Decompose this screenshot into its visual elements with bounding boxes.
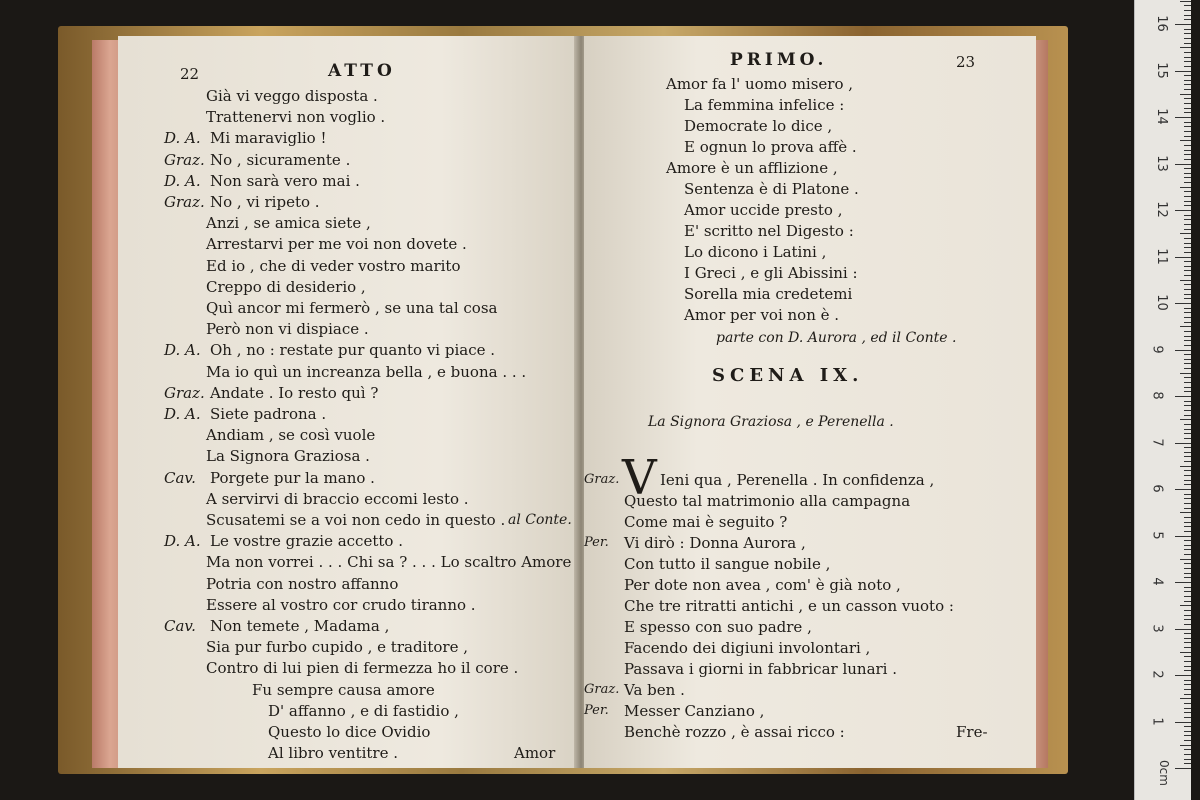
verse-line: Siete padrona . — [210, 405, 327, 423]
dialogue-line: Con tutto il sangue nobile , — [624, 555, 831, 573]
ruler-tick — [1184, 638, 1191, 639]
ruler-tick — [1184, 470, 1191, 471]
verse-line: Quì ancor mi fermerò , se una tal cosa — [206, 299, 498, 317]
dialogue-line: Come mai è seguito ? — [624, 513, 788, 531]
verse-line: Sorella mia credetemi — [684, 285, 853, 303]
ruler-tick — [1184, 447, 1191, 448]
ruler-tick — [1184, 703, 1191, 704]
verse-line: Però non vi dispiace . — [206, 320, 369, 339]
ruler-tick — [1184, 401, 1191, 402]
running-header-right: PRIMO. — [730, 50, 828, 70]
ruler-tick — [1175, 443, 1191, 444]
ruler-tick — [1184, 735, 1191, 736]
ruler-tick — [1184, 405, 1191, 406]
dialogue-line: Questo tal matrimonio alla campagna — [624, 492, 911, 510]
ruler-tick — [1184, 205, 1191, 206]
ruler-tick — [1184, 596, 1191, 597]
ruler-tick — [1184, 19, 1191, 20]
verse-line: La Signora Graziosa . — [206, 447, 370, 466]
ruler-unit-label: 0cm — [1156, 760, 1171, 786]
ruler-number: 5 — [1149, 530, 1165, 540]
ruler-tick — [1175, 24, 1191, 25]
ruler-tick — [1180, 373, 1191, 374]
verse-line: Lo dicono i Latini , — [684, 243, 827, 261]
verse-line: Ma non vorrei . . . Chi sa ? . . . Lo scaltro Amore — [206, 553, 572, 572]
ruler-tick — [1184, 717, 1191, 718]
verse-line: Amore è un afflizione , — [666, 159, 838, 177]
ruler-number: 14 — [1153, 108, 1169, 125]
verse-line: Fu sempre causa amore — [252, 680, 435, 699]
ruler-number: 3 — [1149, 623, 1165, 633]
ruler-tick — [1184, 377, 1191, 378]
ruler-tick — [1184, 224, 1191, 225]
speaker-label: Cav. — [164, 468, 196, 487]
ruler-tick — [1184, 619, 1191, 620]
verse-line: E' scritto nel Digesto : — [684, 222, 854, 240]
measurement-ruler — [1134, 0, 1191, 800]
ruler-tick — [1184, 656, 1191, 657]
ruler-tick — [1184, 759, 1191, 760]
ruler-tick — [1184, 456, 1191, 457]
ruler-tick — [1184, 610, 1191, 611]
verse-line: E ognun lo prova affè . — [684, 138, 857, 156]
ruler-tick — [1184, 312, 1191, 313]
ruler-tick — [1184, 131, 1191, 132]
ruler-tick — [1175, 629, 1191, 630]
ruler-tick — [1184, 763, 1191, 764]
scene-characters: La Signora Graziosa , e Perenella . — [648, 414, 894, 430]
ruler-tick — [1184, 601, 1191, 602]
ruler-tick — [1175, 257, 1191, 258]
ruler-tick — [1184, 61, 1191, 62]
ruler-tick — [1184, 284, 1191, 285]
ruler-tick — [1175, 675, 1191, 676]
ruler-number: 9 — [1149, 344, 1165, 354]
ruler-number: 11 — [1153, 247, 1169, 265]
verse-line: Andate . Io resto quì ? — [210, 383, 379, 402]
running-header-left: ATTO — [328, 61, 396, 81]
ruler-tick — [1184, 382, 1191, 383]
right-page — [584, 36, 1036, 768]
verse-line: I Greci , e gli Abissini : — [684, 264, 858, 282]
ruler-tick — [1184, 201, 1191, 202]
ruler-number: 12 — [1153, 201, 1169, 218]
verse-line: Amor per voi non è . — [684, 306, 840, 324]
ruler-tick — [1184, 215, 1191, 216]
dialogue-line: Facendo dei digiuni involontari , — [624, 639, 871, 657]
ruler-tick — [1175, 164, 1191, 165]
verse-line: Sentenza è di Platone . — [684, 180, 859, 198]
verse-line: Questo lo dice Ovidio — [268, 723, 431, 741]
ruler-number: 2 — [1149, 670, 1165, 679]
ruler-tick — [1180, 419, 1191, 420]
ruler-tick — [1184, 438, 1191, 439]
ruler-tick — [1184, 670, 1191, 671]
ruler-tick — [1184, 531, 1191, 532]
ruler-tick — [1180, 47, 1191, 48]
verse-line: Trattenervi non voglio . — [206, 108, 386, 127]
verse-line: Sia pur furbo cupido , e traditore , — [206, 638, 468, 657]
speaker-label: Graz. — [584, 472, 620, 487]
ruler-tick — [1184, 150, 1191, 151]
verse-line: No , vi ripeto . — [210, 193, 320, 211]
ruler-tick — [1180, 512, 1191, 513]
verse-line: No , sicuramente . — [210, 150, 351, 169]
ruler-tick — [1180, 698, 1191, 699]
ruler-tick — [1180, 605, 1191, 606]
dialogue-line: Ieni qua , Perenella . In confidenza , — [660, 471, 935, 489]
ruler-tick — [1184, 587, 1191, 588]
ruler-tick — [1184, 80, 1191, 81]
ruler-tick — [1184, 424, 1191, 425]
speaker-label: Cav. — [164, 617, 196, 635]
speaker-label: Per. — [584, 535, 609, 550]
ruler-tick — [1184, 270, 1191, 271]
verse-line: Anzi , se amica siete , — [206, 214, 371, 233]
ruler-tick — [1184, 749, 1191, 750]
ruler-tick — [1180, 1, 1191, 2]
left-page — [118, 36, 580, 768]
verse-line: Contro di lui pien di fermezza ho il core . — [206, 659, 519, 678]
ruler-tick — [1184, 498, 1191, 499]
ruler-tick — [1184, 298, 1191, 299]
ruler-tick — [1184, 112, 1191, 113]
ruler-tick — [1184, 57, 1191, 58]
ruler-tick — [1180, 652, 1191, 653]
ruler-tick — [1180, 187, 1191, 188]
ruler-tick — [1175, 396, 1191, 397]
ruler-tick — [1184, 289, 1191, 290]
ruler-tick — [1184, 410, 1191, 411]
verse-line: Creppo di desiderio , — [206, 277, 366, 296]
ruler-tick — [1184, 522, 1191, 523]
ruler-tick — [1184, 484, 1191, 485]
verse-line: Non temete , Madama , — [210, 617, 390, 635]
ruler-number: 1 — [1149, 716, 1165, 726]
ruler-tick — [1184, 577, 1191, 578]
ruler-tick — [1184, 154, 1191, 155]
ruler-tick — [1184, 261, 1191, 262]
ruler-tick — [1184, 591, 1191, 592]
ruler-tick — [1175, 582, 1191, 583]
catchword: Amor — [514, 744, 556, 763]
ruler-tick — [1184, 98, 1191, 99]
verse-line: Già vi veggo disposta . — [206, 87, 378, 105]
verse-line: Essere al vostro cor crudo tiranno . — [206, 595, 476, 614]
dialogue-line: E spesso con suo padre , — [624, 618, 812, 636]
ruler-tick — [1175, 722, 1191, 723]
ruler-tick — [1184, 340, 1191, 341]
dialogue-line: Per dote non avea , com' è già noto , — [624, 576, 901, 594]
ruler-tick — [1184, 15, 1191, 16]
ruler-tick — [1184, 108, 1191, 109]
verse-line: Porgete pur la mano . — [210, 468, 375, 487]
ruler-tick — [1180, 466, 1191, 467]
ruler-tick — [1184, 182, 1191, 183]
stage-direction: al Conte. — [508, 512, 572, 528]
verse-line: Oh , no : restate pur quanto vi piace . — [210, 341, 496, 360]
ruler-number: 8 — [1149, 391, 1165, 400]
ruler-tick — [1184, 322, 1191, 323]
ruler-tick — [1184, 712, 1191, 713]
speaker-label: D. A. — [164, 532, 201, 551]
ruler-tick — [1175, 117, 1191, 118]
ruler-tick — [1175, 303, 1191, 304]
ruler-tick — [1184, 266, 1191, 267]
ruler-tick — [1184, 726, 1191, 727]
ruler-tick — [1184, 229, 1191, 230]
ruler-tick — [1184, 345, 1191, 346]
verse-line: Ma io quì un increanza bella , e buona . . . — [206, 362, 527, 381]
ruler-number: 6 — [1149, 484, 1165, 493]
ruler-tick — [1184, 689, 1191, 690]
ruler-tick — [1184, 275, 1191, 276]
ruler-tick — [1184, 624, 1191, 625]
ruler-tick — [1184, 694, 1191, 695]
drop-capital: V — [622, 450, 657, 506]
ruler-tick — [1184, 526, 1191, 527]
ruler-tick — [1180, 280, 1191, 281]
ruler-tick — [1180, 94, 1191, 95]
ruler-tick — [1184, 5, 1191, 6]
ruler-tick — [1184, 475, 1191, 476]
speaker-label: D. A. — [164, 341, 201, 360]
verse-line: Potria con nostro affanno — [206, 574, 399, 593]
ruler-tick — [1184, 615, 1191, 616]
ruler-tick — [1184, 740, 1191, 741]
ruler-tick — [1180, 745, 1191, 746]
ruler-tick — [1184, 545, 1191, 546]
ruler-tick — [1175, 350, 1191, 351]
ruler-tick — [1184, 75, 1191, 76]
verse-line: D' affanno , e di fastidio , — [268, 701, 459, 720]
verse-line: Scusatemi se a voi non cedo in questo . — [206, 511, 506, 529]
ruler-tick — [1184, 136, 1191, 137]
ruler-tick — [1184, 238, 1191, 239]
dialogue-line: Va ben . — [624, 681, 685, 699]
verse-line: Ed io , che di veder vostro marito — [206, 256, 461, 275]
verse-line: La femmina infelice : — [684, 96, 845, 114]
speaker-label: Graz. — [584, 682, 620, 697]
ruler-tick — [1175, 768, 1191, 769]
ruler-tick — [1184, 549, 1191, 550]
ruler-tick — [1184, 252, 1191, 253]
verse-line: Amor fa l' uomo misero , — [666, 75, 854, 93]
speaker-label: D. A. — [164, 405, 201, 423]
ruler-tick — [1184, 359, 1191, 360]
ruler-tick — [1180, 559, 1191, 560]
ruler-tick — [1184, 568, 1191, 569]
ruler-tick — [1184, 317, 1191, 318]
ruler-tick — [1184, 177, 1191, 178]
ruler-tick — [1184, 38, 1191, 39]
verse-line: Arrestarvi per me voi non dovete . — [206, 235, 467, 254]
ruler-tick — [1184, 540, 1191, 541]
verse-line: Amor uccide presto , — [684, 201, 843, 219]
ruler-tick — [1184, 503, 1191, 504]
ruler-number: 15 — [1153, 61, 1169, 79]
catchword: Fre- — [956, 723, 988, 741]
dialogue-line: Benchè rozzo , è assai ricco : — [624, 723, 845, 741]
speaker-label: Graz. — [164, 383, 205, 402]
speaker-label: Graz. — [164, 150, 205, 169]
ruler-tick — [1184, 731, 1191, 732]
ruler-tick — [1184, 391, 1191, 392]
ruler-tick — [1184, 573, 1191, 574]
ruler-tick — [1184, 126, 1191, 127]
ruler-tick — [1184, 103, 1191, 104]
stage-direction-exit: parte con D. Aurora , ed il Conte . — [716, 330, 957, 346]
ruler-tick — [1184, 29, 1191, 30]
ruler-tick — [1184, 145, 1191, 146]
ruler-tick — [1184, 684, 1191, 685]
scene-title: SCENA IX. — [712, 365, 864, 386]
ruler-tick — [1184, 387, 1191, 388]
ruler-tick — [1180, 326, 1191, 327]
ruler-tick — [1184, 122, 1191, 123]
ruler-tick — [1184, 429, 1191, 430]
ruler-tick — [1184, 219, 1191, 220]
ruler-tick — [1184, 196, 1191, 197]
ruler-tick — [1184, 294, 1191, 295]
ruler-tick — [1184, 708, 1191, 709]
ruler-number: 4 — [1149, 577, 1165, 586]
verse-line: Non sarà vero mai . — [210, 171, 360, 190]
ruler-tick — [1184, 191, 1191, 192]
ruler-tick — [1175, 210, 1191, 211]
ruler-tick — [1184, 159, 1191, 160]
ruler-tick — [1180, 140, 1191, 141]
speaker-label: D. A. — [164, 129, 201, 148]
ruler-tick — [1184, 331, 1191, 332]
ruler-tick — [1184, 243, 1191, 244]
ruler-tick — [1184, 173, 1191, 174]
ruler-number: 7 — [1149, 437, 1165, 447]
ruler-tick — [1184, 517, 1191, 518]
ruler-tick — [1184, 461, 1191, 462]
ruler-tick — [1184, 368, 1191, 369]
ruler-tick — [1180, 233, 1191, 234]
ruler-tick — [1175, 489, 1191, 490]
ruler-tick — [1184, 452, 1191, 453]
verse-line: Al libro ventitre . — [268, 744, 399, 763]
dialogue-line: Passava i giorni in fabbricar lunari . — [624, 660, 898, 678]
ruler-tick — [1184, 642, 1191, 643]
verse-line: Andiam , se così vuole — [206, 426, 376, 445]
ruler-tick — [1184, 43, 1191, 44]
speaker-label: D. A. — [164, 171, 201, 190]
ruler-tick — [1184, 10, 1191, 11]
ruler-tick — [1184, 647, 1191, 648]
ruler-tick — [1184, 494, 1191, 495]
ruler-tick — [1175, 71, 1191, 72]
speaker-label: Per. — [584, 703, 609, 718]
ruler-tick — [1184, 680, 1191, 681]
ruler-tick — [1184, 84, 1191, 85]
verse-line: A servirvi di braccio eccomi lesto . — [206, 489, 469, 508]
ruler-tick — [1184, 433, 1191, 434]
ruler-tick — [1184, 415, 1191, 416]
ruler-tick — [1184, 247, 1191, 248]
dialogue-line: Messer Canziano , — [624, 702, 765, 720]
page-number-left: 22 — [180, 65, 200, 83]
page-number-right: 23 — [956, 53, 976, 71]
ruler-tick — [1184, 633, 1191, 634]
ruler-number: 13 — [1153, 154, 1169, 172]
ruler-tick — [1184, 480, 1191, 481]
verse-line: Mi maraviglio ! — [210, 129, 327, 148]
ruler-tick — [1184, 66, 1191, 67]
ruler-tick — [1184, 336, 1191, 337]
ruler-tick — [1184, 33, 1191, 34]
ruler-tick — [1184, 363, 1191, 364]
ruler-number: 16 — [1153, 15, 1169, 32]
ruler-tick — [1184, 554, 1191, 555]
ruler-tick — [1184, 308, 1191, 309]
ruler-tick — [1184, 52, 1191, 53]
speaker-label: Graz. — [164, 193, 205, 211]
ruler-tick — [1175, 536, 1191, 537]
dialogue-line: Che tre ritratti antichi , e un casson vuoto : — [624, 597, 954, 615]
ruler-tick — [1184, 563, 1191, 564]
ruler-tick — [1184, 666, 1191, 667]
ruler-tick — [1184, 168, 1191, 169]
ruler-tick — [1184, 754, 1191, 755]
dialogue-line: Vi dirò : Donna Aurora , — [624, 534, 806, 552]
ruler-tick — [1184, 661, 1191, 662]
verse-line: Le vostre grazie accetto . — [210, 532, 403, 551]
ruler-tick — [1184, 89, 1191, 90]
ruler-number: 10 — [1153, 294, 1169, 311]
ruler-tick — [1184, 508, 1191, 509]
ruler-tick — [1184, 354, 1191, 355]
verse-line: Democrate lo dice , — [684, 117, 833, 135]
